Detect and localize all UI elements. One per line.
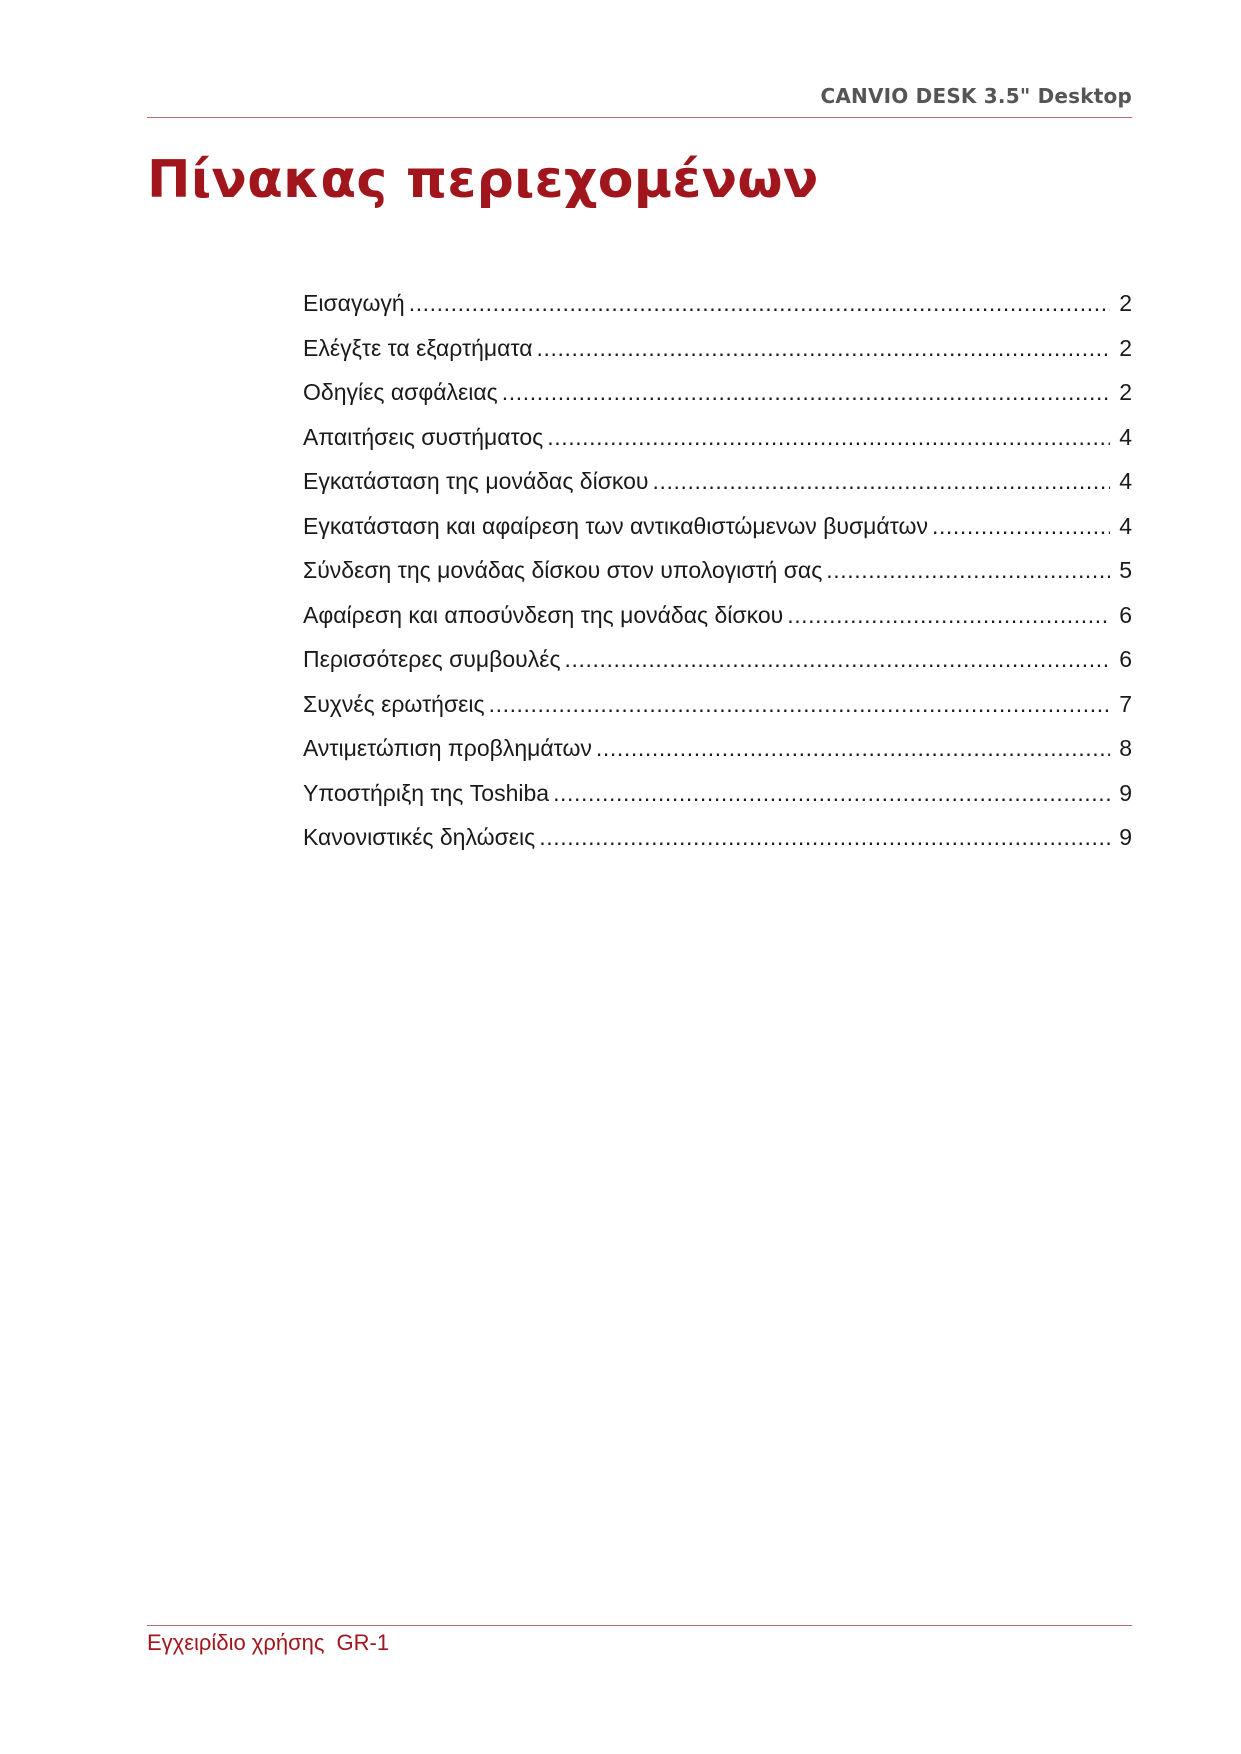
toc-dot-leader <box>565 646 1110 673</box>
toc-entry-page: 4 <box>1119 468 1132 494</box>
toc-entry-page: 6 <box>1119 646 1132 672</box>
header-rule <box>147 117 1132 118</box>
toc-entry-faq[interactable] <box>303 691 1132 736</box>
toc-entry-page: 9 <box>1119 779 1132 806</box>
toc-dot-leader <box>547 424 1110 451</box>
toc-entry-label: Αντιμετώπιση προβλημάτων <box>303 735 592 761</box>
toc-entry-troubleshooting[interactable] <box>303 735 1132 780</box>
toc-entry-page: 7 <box>1119 690 1132 717</box>
toc-entry-page: 2 <box>1119 334 1132 361</box>
footer-manual-label: Εγχειρίδιο χρήσης <box>147 1630 325 1655</box>
toc-entry-label: Σύνδεση της μονάδας δίσκου στον υπολογιστή σας <box>303 557 823 583</box>
toc-dot-leader <box>932 513 1110 540</box>
toc-dot-leader <box>553 780 1110 807</box>
toc-entry-label: Περισσότερες συμβουλές <box>303 646 561 672</box>
toc-entry-label: Οδηγίες ασφάλειας <box>303 379 498 405</box>
toc-entry-label: Εγκατάσταση και αφαίρεση των αντικαθιστώμενων βυσμάτων <box>303 512 928 539</box>
toc-entry-page: 5 <box>1119 557 1132 583</box>
toc-entry-label: Ελέγξτε τα εξαρτήματα <box>303 334 533 361</box>
toc-entry-label: Απαιτήσεις συστήματος <box>303 423 544 450</box>
toc-entry-plug-installation[interactable] <box>303 513 1132 558</box>
toc-entry-drive-installation[interactable] <box>303 468 1132 513</box>
toc-entry-page: 4 <box>1119 423 1132 450</box>
toc-dot-leader <box>502 379 1110 406</box>
toc-dot-leader <box>537 335 1110 362</box>
table-of-contents <box>303 290 1132 869</box>
toc-dot-leader <box>653 468 1110 495</box>
toc-entry-check-components[interactable] <box>303 335 1132 380</box>
toc-entry-page: 2 <box>1119 379 1132 405</box>
toc-entry-label: Εγκατάσταση της μονάδας δίσκου <box>303 468 649 494</box>
footer-page-code: GR-1 <box>336 1630 390 1655</box>
document-header: CANVIO DESK 3.5" Desktop <box>820 84 1132 108</box>
toc-entry-connect-drive[interactable] <box>303 557 1132 602</box>
toc-entry-regulatory[interactable] <box>303 824 1132 869</box>
toc-entry-page: 9 <box>1119 824 1132 850</box>
toc-entry-label: Συχνές ερωτήσεις <box>303 690 485 717</box>
toc-dot-leader <box>826 557 1110 584</box>
toc-entry-disconnect-drive[interactable] <box>303 602 1132 647</box>
toc-entry-label: Κανονιστικές δηλώσεις <box>303 824 536 850</box>
toc-dot-leader <box>409 290 1110 317</box>
toc-entry-label: Εισαγωγή <box>303 290 405 316</box>
toc-entry-page: 4 <box>1119 512 1132 539</box>
toc-entry-label: Αφαίρεση και αποσύνδεση της μονάδας δίσκου <box>303 601 784 628</box>
toc-dot-leader <box>787 602 1110 629</box>
toc-entry-label: Υποστήριξη της Toshiba <box>303 779 550 806</box>
toc-entry-page: 8 <box>1119 735 1132 761</box>
toc-entry-more-tips[interactable] <box>303 646 1132 691</box>
toc-dot-leader <box>489 691 1110 718</box>
toc-entry-page: 6 <box>1119 601 1132 628</box>
toc-dot-leader <box>596 735 1110 762</box>
toc-entry-system-requirements[interactable] <box>303 424 1132 469</box>
toc-entry-introduction[interactable] <box>303 290 1132 335</box>
toc-entry-toshiba-support[interactable] <box>303 780 1132 825</box>
toc-dot-leader <box>539 824 1110 851</box>
toc-entry-safety[interactable] <box>303 379 1132 424</box>
document-footer <box>147 1630 389 1656</box>
page-title: Πίνακας περιεχομένων <box>147 150 819 210</box>
toc-entry-page: 2 <box>1119 290 1132 316</box>
footer-rule <box>147 1625 1132 1626</box>
